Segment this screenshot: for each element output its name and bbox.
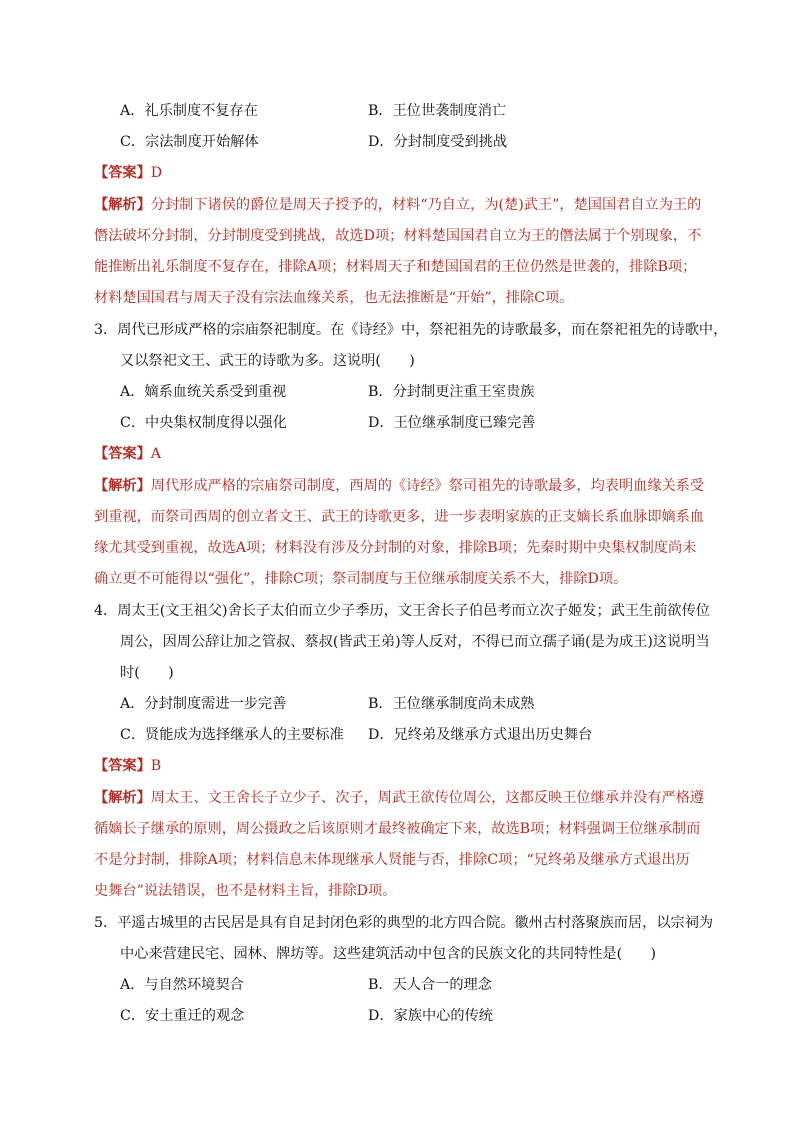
q3-stem-line-1: 3．周代已形成严格的宗庙祭祀制度。在《诗经》中，祭祀祖先的诗歌最多，而在祭祀祖先的诗歌中， (94, 322, 728, 338)
explanation-text: 周代形成严格的宗庙祭司制度，西周的《诗经》祭司祖先的诗歌最多，均表明血缘关系受 (150, 478, 705, 494)
explanation-text: 分封制下诸侯的爵位是周天子授予的，材料“乃自立，为(楚)武王”，楚国国君自立为王的 (150, 197, 702, 213)
q4-option-a: A．分封制度需进一步完善 (120, 696, 287, 712)
q2-explanation-line-2: 僭法破坏分封制，分封制度受到挑战，故选D项；材料楚国国君自立为王的僭法属于个别现象，不 (94, 228, 702, 244)
q5-option-c: C．安土重迁的观念 (120, 1008, 245, 1024)
answer-value: B (150, 758, 162, 774)
q5-stem-line-1: 5．平遥古城里的古民居是具有自足封闭色彩的典型的北方四合院。徽州古村落聚族而居，以宗祠为 (94, 915, 714, 931)
q4-option-c: C．贤能成为选择继承人的主要标准 (120, 727, 344, 743)
q2-option-a: A．礼乐制度不复存在 (120, 103, 258, 119)
explanation-tag: 【解析】 (94, 790, 151, 806)
q3-option-a: A．嫡系血统关系受到重视 (120, 384, 287, 400)
q5-option-a: A．与自然环境契合 (120, 977, 244, 993)
q3-explanation-line-2: 到重视，而祭司西周的创立者文王、武王的诗歌更多，进一步表明家族的正支嫡长系血脉即嫡系血 (94, 509, 705, 525)
q5-option-d: D．家族中心的传统 (368, 1008, 493, 1024)
q4-explanation-line-3: 不是分封制，排除A项；材料信息未体现继承人贤能与否，排除C项；“兄终弟及继承方式退出历 (94, 852, 690, 868)
q2-option-d: D．分封制度受到挑战 (368, 134, 508, 150)
q2-explanation-line-3: 能推断出礼乐制度不复存在，排除A项；材料周天子和楚国国君的王位仍然是世袭的，排除B项； (94, 259, 697, 275)
explanation-tag: 【解析】 (94, 197, 151, 213)
q2-explanation-line-1 (94, 195, 701, 215)
q5-stem-line-2: 中心来营建民宅、园林、牌坊等。这些建筑活动中包含的民族文化的共同特性是( ) (120, 946, 657, 962)
answer-tag: 【答案】 (94, 165, 151, 181)
answer-value: D (150, 165, 163, 181)
q3-answer (94, 444, 161, 464)
q4-explanation-line-1 (94, 788, 704, 808)
explanation-text: 周太王、文王舍长子立少子、次子，周武王欲传位周公，这都反映王位继承并没有严格遵 (150, 790, 705, 806)
q4-explanation-line-4: 史舞台”说法错误，也不是材料主旨，排除D项。 (94, 883, 397, 899)
q4-option-d: D．兄终弟及继承方式退出历史舞台 (368, 727, 593, 743)
q4-answer (94, 756, 161, 776)
q2-answer (94, 163, 162, 183)
q4-option-b: B．王位继承制度尚未成熟 (368, 696, 535, 712)
q3-option-b: B．分封制更注重王室贵族 (368, 384, 535, 400)
q4-stem-line-3: 时( ) (120, 665, 174, 681)
q3-explanation-line-3: 缘尤其受到重视，故选A项；材料没有涉及分封制的对象，排除B项；先秦时期中央集权制度尚未 (94, 540, 697, 556)
answer-value: A (150, 446, 162, 462)
explanation-tag: 【解析】 (94, 478, 151, 494)
q3-option-c: C．中央集权制度得以强化 (120, 415, 287, 431)
q4-stem-line-2: 周公，因周公辞让加之管叔、蔡叔(皆武王弟)等人反对，不得已而立孺子诵(是为成王)这说明当 (120, 634, 710, 650)
answer-tag: 【答案】 (94, 446, 151, 462)
q3-option-d: D．王位继承制度已臻完善 (368, 415, 536, 431)
q3-explanation-line-4: 确立更不可能得以“强化”，排除C项；祭司制度与王位继承制度关系不大，排除D项。 (94, 571, 628, 587)
q3-explanation-line-1 (94, 476, 704, 496)
q2-option-c: C．宗法制度开始解体 (120, 134, 259, 150)
q5-option-b: B．天人合一的理念 (368, 977, 492, 993)
q4-explanation-line-2: 循嫡长子继承的原则，周公摄政之后该原则才最终被确定下来，故选B项；材料强调王位继承制而 (94, 821, 701, 837)
answer-tag: 【答案】 (94, 758, 151, 774)
q2-option-b: B．王位世袭制度消亡 (368, 103, 507, 119)
q3-stem-line-2: 又以祭祀文王、武王的诗歌为多。这说明( ) (120, 353, 415, 369)
q2-explanation-line-4: 材料楚国国君与周天子没有宗法血缘关系，也无法推断是“开始”，排除C项。 (94, 290, 574, 306)
q4-stem-line-1: 4．周太王(文王祖父)舍长子太伯而立少子季历，文王舍长子伯邑考而立次子姬发；武王生前欲传位 (94, 603, 710, 619)
